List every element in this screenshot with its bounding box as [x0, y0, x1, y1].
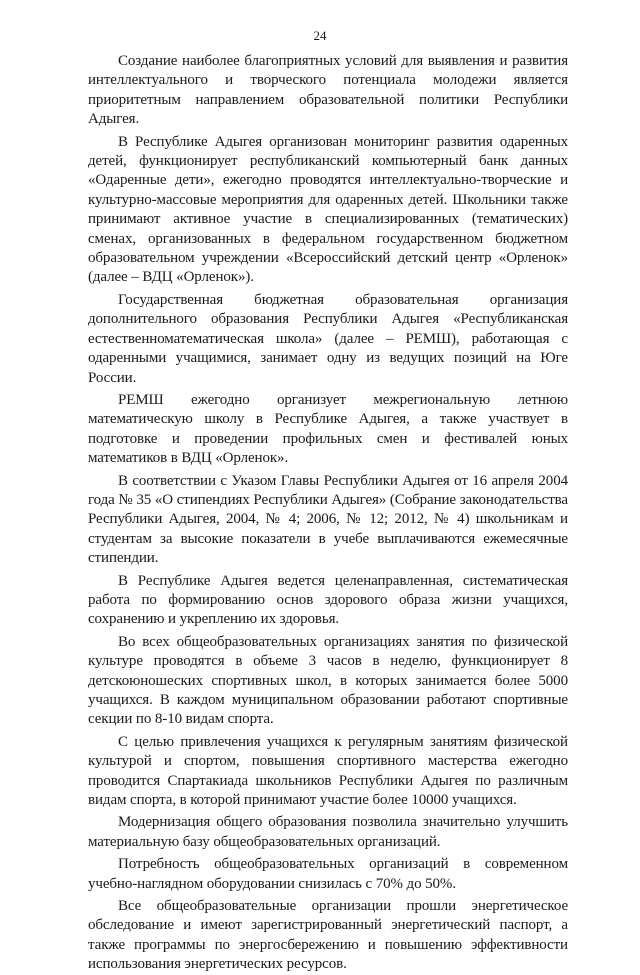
- paragraph-modernization: Модернизация общего образования позволила значительно улучшить материальную базу общеобразовательных организаций.: [88, 814, 568, 850]
- paragraph-equipment-need: Потребность общеобразовательных организаций в современном учебно-наглядном оборудовании снизилась с 70% до 50%.: [88, 856, 568, 892]
- paragraph-scholarships-decree: В соответствии с Указом Главы Республики Адыгея от 16 апреля 2004 года № 35 «О стипендиях Республики Адыгея» (Собрание законодательства Республики Адыгея, 2004, № 4; 2006, № 12; 2012, № 4) школьникам и студентам за высокие показатели в учебе выплачиваются ежемесячные стипендии.: [88, 472, 568, 567]
- paragraph-gifted-children-monitoring: В Республике Адыгея организован мониторинг развития одаренных детей, функционирует республиканский компьютерный банк данных «Одаренные дети», ежегодно проводятся интеллектуально-творческие и культурно-массовые мероприятия для одаренных детей. Школьники также принимают активное участие в специализированных (тематических) сменах, организованных в федеральном государственном бюджетном образовательном учреждении «Всероссийский детский центр «Орленок» (далее – ВДЦ «Орленок»).: [88, 133, 568, 286]
- paragraph-healthy-lifestyle: В Республике Адыгея ведется целенаправленная, систематическая работа по формированию основ здорового образа жизни учащихся, сохранению и укреплению их здоровья.: [88, 572, 568, 628]
- paragraph-spartakiad: С целью привлечения учащихся к регулярным занятиям физической культурой и спортом, повышения спортивного мастерства ежегодно проводится Спартакиада школьников Республики Адыгея по различным видам спорта, в которой принимают участие более 10000 учащихся.: [88, 733, 568, 809]
- paragraph-priority-direction: Создание наиболее благоприятных условий для выявления и развития интеллектуального и творческого потенциала молодежи является приоритетным направлением образовательной политики Республики Адыгея.: [88, 53, 568, 128]
- document-body: [88, 52, 568, 975]
- page-number: 24: [313, 28, 327, 43]
- paragraph-physical-education: Во всех общеобразовательных организациях занятия по физической культуре проводятся в объеме 3 часов в неделю, функционирует 8 детскоюношеских спортивных школ, в которых занимается более 5000 учащихся. В каждом муниципальном образовании работают спортивные секции по 8-10 видам спорта.: [88, 633, 568, 728]
- paragraph-energy-audit: Все общеобразовательные организации прошли энергетическое обследование и имеют зарегистрированный энергетический паспорт, а также программы по энергосбережению и повышению эффективности использования энергетических ресурсов.: [88, 898, 568, 973]
- paragraph-remsh-summer-school: РЕМШ ежегодно организует межрегиональную летнюю математическую школу в Республике Адыгея, а также участвует в подготовке и проведении профильных смен и фестивалей юных математиков в ВДЦ «Орленок».: [88, 391, 568, 467]
- paragraph-remsh-organization: Государственная бюджетная образовательная организация дополнительного образования Республики Адыгея «Республиканская естественноматематическая школа» (далее – РЕМШ), работающая с одаренными учащимися, занимает одну из ведущих позиций на Юге России.: [88, 291, 568, 386]
